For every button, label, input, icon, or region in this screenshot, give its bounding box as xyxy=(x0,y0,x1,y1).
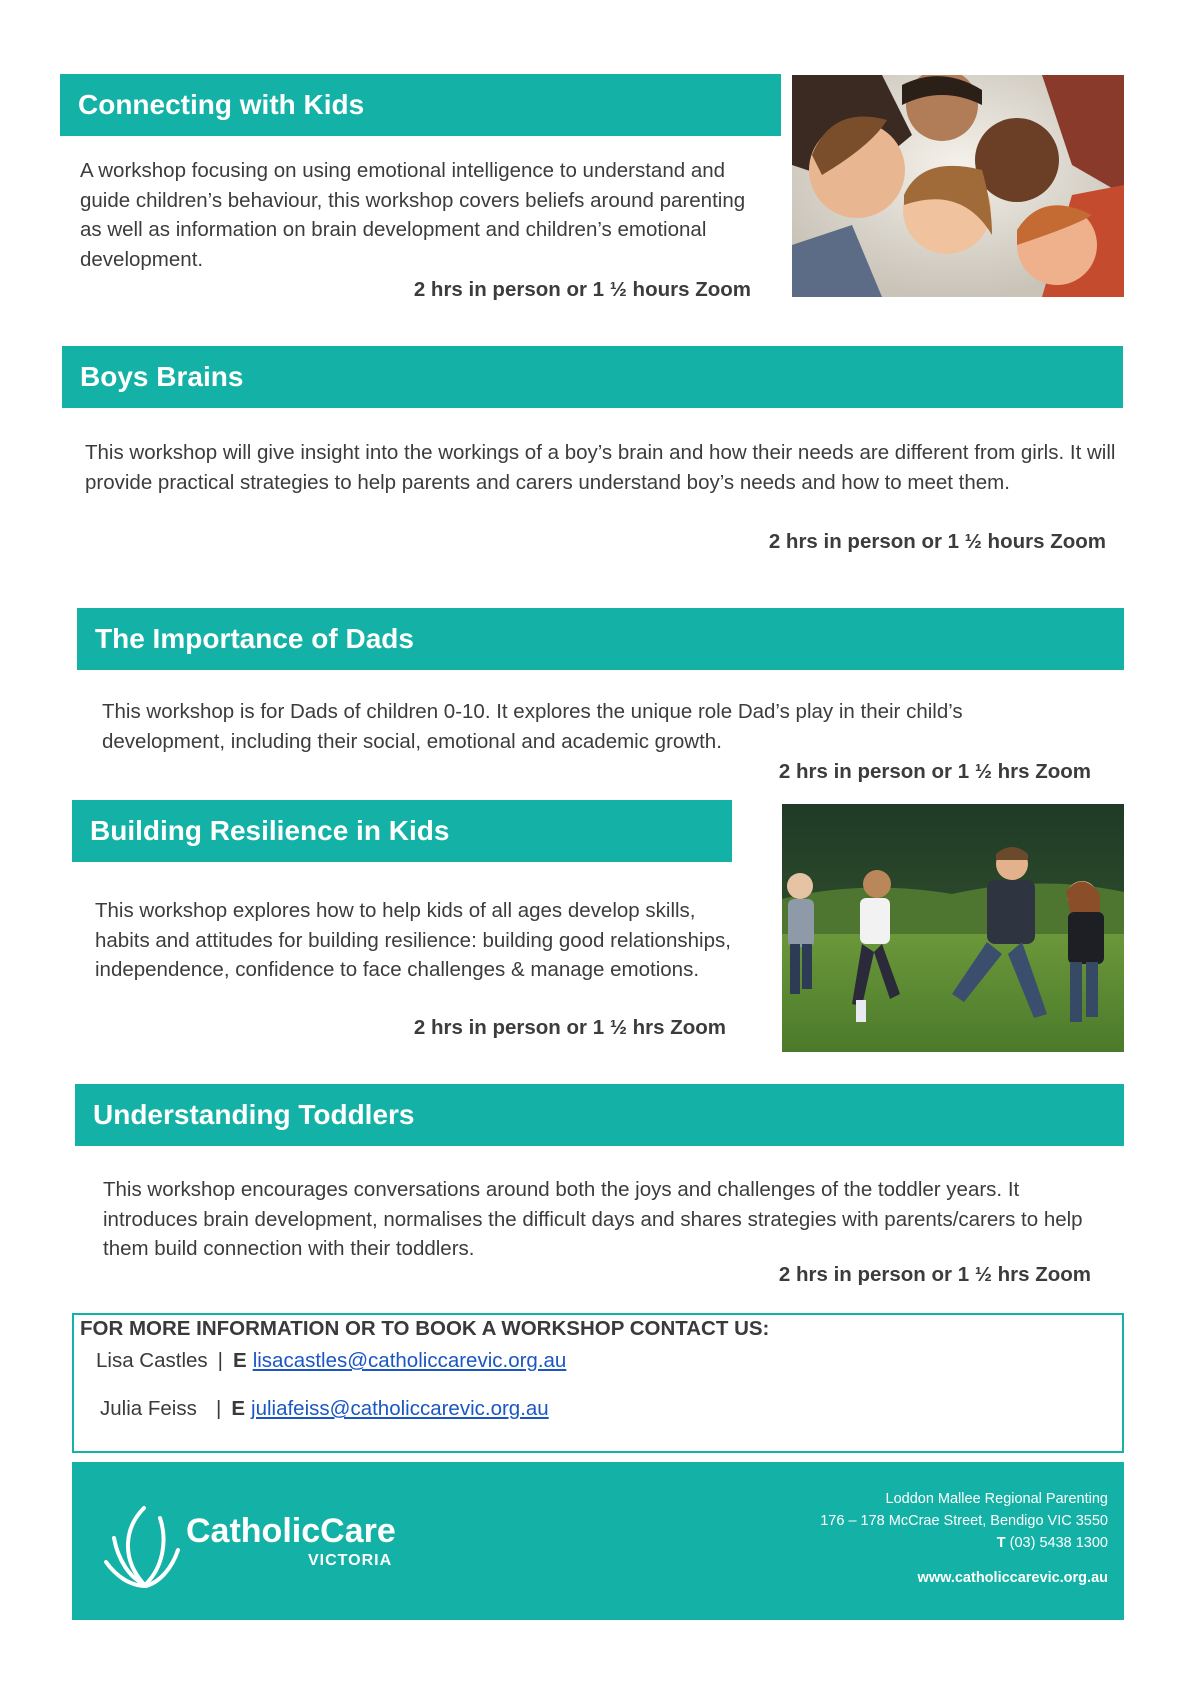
footer xyxy=(72,1462,1124,1620)
section-title-importance-of-dads: The Importance of Dads xyxy=(77,608,1124,670)
contact-box xyxy=(72,1313,1124,1453)
section-title-boys-brains: Boys Brains xyxy=(62,346,1123,408)
email-link[interactable]: juliafeiss@catholiccarevic.org.au xyxy=(251,1397,549,1420)
contact-heading: FOR MORE INFORMATION OR TO BOOK A WORKSHOP CONTACT US: xyxy=(80,1317,770,1340)
contact-name: Lisa Castles xyxy=(96,1349,208,1372)
footer-org: Loddon Mallee Regional Parenting xyxy=(885,1491,1108,1507)
section-duration: 2 hrs in person or 1 ½ hrs Zoom xyxy=(778,1263,1091,1286)
logo-subtitle: VICTORIA xyxy=(308,1552,393,1569)
contact-name: Julia Feiss xyxy=(100,1397,197,1420)
separator: | xyxy=(217,1349,223,1372)
section-description: This workshop will give insight into the workings of a boy’s brain and how their needs are different from girls. It will provide practical strategies to help parents and carers understand boy’s needs and how to meet them. xyxy=(85,441,1116,494)
kids-huddle-photo xyxy=(792,75,1124,297)
contact-row-lisa xyxy=(96,1349,566,1373)
section-description: This workshop is for Dads of children 0-10. It explores the unique role Dad’s play in their child’s development, including their social, emotional and academic growth. xyxy=(102,700,963,753)
section-duration: 2 hrs in person or 1 ½ hours Zoom xyxy=(768,530,1106,553)
section-description: This workshop explores how to help kids of all ages develop skills, habits and attitudes for building resilience: building good relationships, independence, confidence to face challenges & manage emotions. xyxy=(95,899,731,981)
separator: | xyxy=(216,1397,222,1420)
section-title-building-resilience: Building Resilience in Kids xyxy=(72,800,732,862)
section-description: This workshop encourages conversations around both the joys and challenges of the toddler years. It introduces brain development, normalises the difficult days and shares strategies with parents/carers to help them build connection with their toddlers. xyxy=(103,1178,1083,1260)
email-label: E xyxy=(233,1349,247,1372)
section-duration: 2 hrs in person or 1 ½ hours Zoom xyxy=(413,278,751,301)
logo-wordmark: CatholicCare xyxy=(186,1512,396,1550)
footer-phone xyxy=(820,1532,1108,1554)
section-description: A workshop focusing on using emotional intelligence to understand and guide children’s behaviour, this workshop covers beliefs around parenting as well as information on brain development and children’s emotional development. xyxy=(80,159,746,271)
email-label: E xyxy=(231,1397,246,1420)
section-duration: 2 hrs in person or 1 ½ hrs Zoom xyxy=(413,1016,726,1039)
footer-website[interactable]: www.catholiccarevic.org.au xyxy=(917,1570,1108,1586)
footer-address xyxy=(820,1488,1108,1554)
section-duration: 2 hrs in person or 1 ½ hrs Zoom xyxy=(778,760,1091,783)
section-title-understanding-toddlers: Understanding Toddlers xyxy=(75,1084,1124,1146)
contact-row-julia xyxy=(100,1397,549,1421)
kids-running-photo xyxy=(782,804,1124,1052)
phone-label: T xyxy=(996,1535,1006,1551)
section-title-connecting-with-kids: Connecting with Kids xyxy=(60,74,781,136)
email-link[interactable]: lisacastles@catholiccarevic.org.au xyxy=(252,1349,567,1372)
catholiccare-logo-icon xyxy=(102,1498,186,1594)
phone-number: (03) 5438 1300 xyxy=(1009,1535,1108,1551)
footer-street: 176 – 178 McCrae Street, Bendigo VIC 3550 xyxy=(820,1513,1108,1529)
